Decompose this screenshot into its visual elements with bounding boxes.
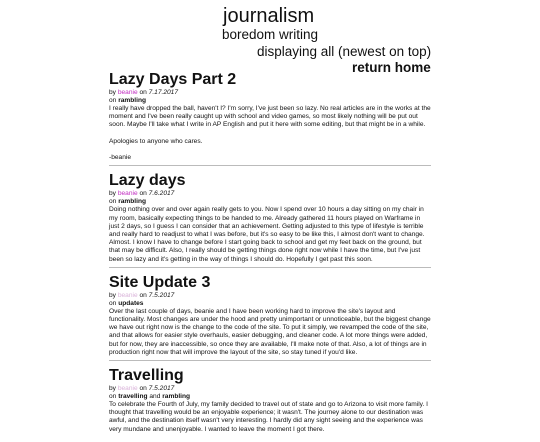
post-tags xyxy=(109,393,431,401)
post-body: I really have dropped the ball, haven't I? I'm sorry, I've just been so lazy. No real articles are in the works at the moment and I've been really caught up with school and video games, so most likely nothing will be put out soon. Maybe I'll take what I write in AP English and put it here with some editing, but that might be in a while. Apologies to anyone who cares. -beanie xyxy=(109,105,431,162)
post-item xyxy=(109,273,431,361)
view-mode-label: displaying all (newest on top) xyxy=(257,44,432,59)
post-item xyxy=(109,171,431,267)
by-label: by xyxy=(109,385,116,393)
on-label: on xyxy=(109,97,117,104)
by-label: by xyxy=(109,89,116,96)
on-label: on xyxy=(139,89,147,96)
post-tags xyxy=(109,198,431,206)
post-date: 7.5.2017 xyxy=(148,385,175,393)
on-label: on xyxy=(139,190,147,198)
post-tags xyxy=(109,97,431,105)
on-label: on xyxy=(139,385,147,393)
post-meta xyxy=(109,190,431,198)
post-body: To celebrate the Fourth of July, my family decided to travel out of state and go to Arizona to visit more family. I thought that travelling would be an enjoyable experience; it wasn't. The journey alone to our destination was awful, and the destination itself wasn't very interesting. I hardly did any sight seeing and the experience was very mundane and unenjoyable. I wanted to leave the moment I got there. xyxy=(109,401,428,433)
post-tag: updates xyxy=(118,299,144,307)
post-date: 7.17.2017 xyxy=(148,89,178,96)
return-home-link[interactable]: return home xyxy=(352,60,431,75)
post-title: Travelling xyxy=(109,367,184,385)
post-meta xyxy=(109,292,431,300)
author-link[interactable]: beanie xyxy=(117,89,138,96)
post-title: Lazy days xyxy=(109,172,186,190)
post-title: Site Update 3 xyxy=(109,273,211,291)
post-item xyxy=(109,70,431,166)
post-tags xyxy=(109,300,431,308)
on-label: on xyxy=(139,291,147,299)
post-list xyxy=(109,70,431,442)
post-date: 7.6.2017 xyxy=(148,190,175,198)
post-meta xyxy=(109,89,431,97)
on-label: on xyxy=(109,299,117,307)
post-tag: rambling xyxy=(162,393,191,401)
author-link[interactable]: beanie xyxy=(117,190,138,198)
post-tag: rambling xyxy=(118,97,147,104)
post-body: Doing nothing over and over again really gets to you. Now I spend over 10 hours a day sitting on my chair in my room, basically expecting things to be handed to me. Already gathered 11 hours played on Warframe in just 2 days, so I guess I can consider that an achievement. Getting adjusted to this type of lifestyle is terrible and really hard to readjust to what I was before, but it's so easy to be like this, I almost don't want to change. Almost. I know I have to change before I start going back to school and get my feet back on the ground, but that may be difficult. Also, I really should be getting things done right now while I have the time, but I've just been so lazy and it's getting in the way of things I should do. Hopefully I get past this soon. xyxy=(109,206,425,263)
post-tag: rambling xyxy=(118,198,147,206)
post-tag: travelling xyxy=(118,393,148,401)
post-body: Over the last couple of days, beanie and I have been working hard to improve the site's layout and functionality. Most changes are under the hood and pretty unimportant or unnoticeable, but the biggest change we have out right now is the change to the code of the site. To put it simply, we revamped the code of the site, and that allows for easier style overhauls, easier debugging, and cleaner code. A lot more things were added, but for now, they are inaccessible, so once they are available, I'll make note of that. Also, a lot of things are in production right now that will improve the layout of the site, so stay tuned if you'd like. xyxy=(109,307,431,356)
site-subtitle: boredom writing xyxy=(222,27,319,42)
author-link[interactable]: beanie xyxy=(117,291,138,299)
post-item xyxy=(109,366,431,437)
post-title: Lazy Days Part 2 xyxy=(109,71,237,88)
on-label: on xyxy=(109,198,117,206)
and-label: and xyxy=(149,393,161,401)
site-title: journalism xyxy=(223,5,315,27)
by-label: by xyxy=(109,190,116,198)
post-meta xyxy=(109,385,431,393)
author-link[interactable]: beanie xyxy=(117,385,138,393)
by-label: by xyxy=(109,291,116,299)
on-label: on xyxy=(109,393,117,401)
post-date: 7.5.2017 xyxy=(148,291,175,299)
